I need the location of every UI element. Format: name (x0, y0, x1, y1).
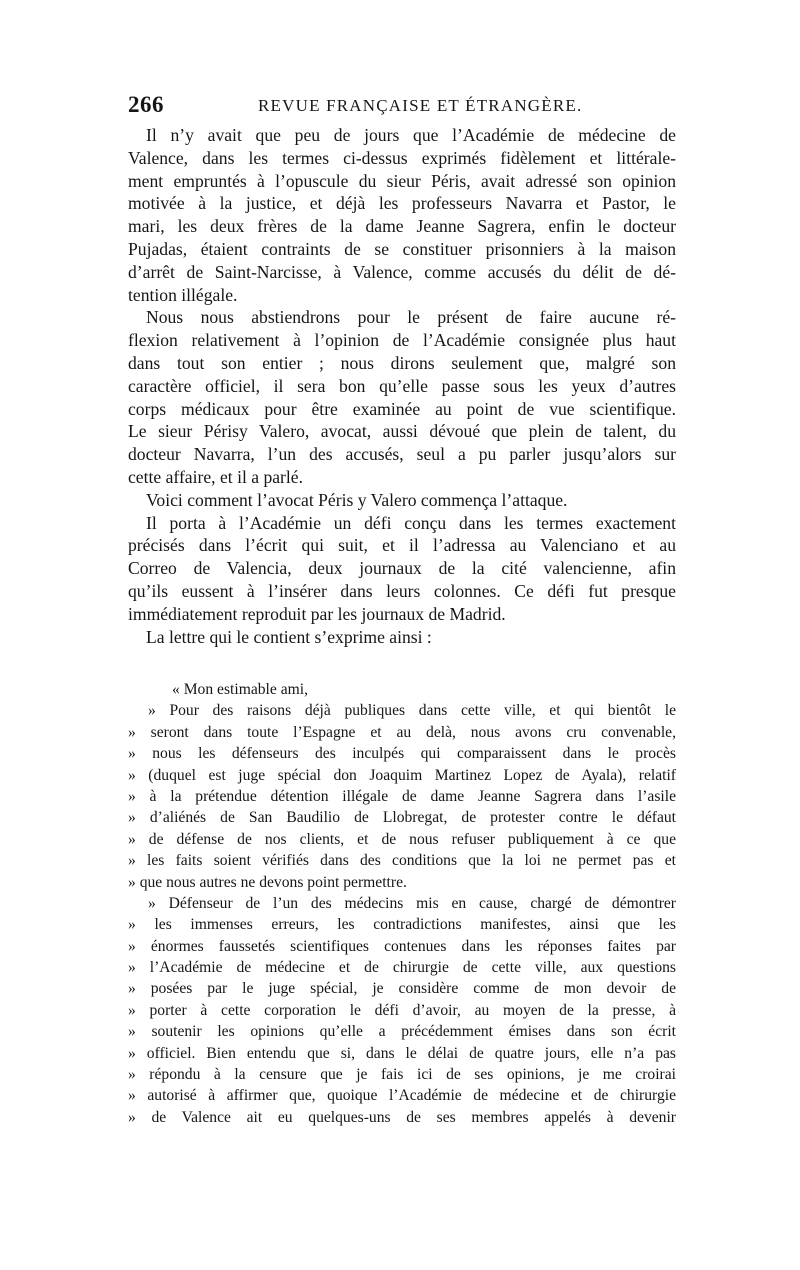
body-line: immédiatement reproduit par les journaux de Madrid. (128, 603, 506, 624)
quote-line: » à la prétendue détention illégale de dame Jeanne Sagrera dans l’asile (128, 787, 676, 805)
page-number: 266 (128, 92, 164, 117)
quote-line: » Pour des raisons déjà publiques dans cette ville, et qui bientôt le (148, 702, 676, 720)
body-line: motivée à la justice, et déjà les professeurs Navarra et Pastor, le (128, 193, 676, 214)
quote-line: » (duquel est juge spécial don Joaquim Martinez Lopez de Ayala), relatif (128, 766, 676, 784)
quote-line: » seront dans toute l’Espagne et au delà, nous avons cru convenable, (128, 723, 676, 741)
body-text (128, 124, 676, 648)
body-line: Le sieur Périsy Valero, avocat, aussi dévoué que plein de talent, du (128, 421, 676, 442)
body-line: Nous nous abstiendrons pour le présent de faire aucune ré- (146, 307, 676, 328)
body-line: qu’ils eussent à l’insérer dans leurs colonnes. Ce défi fut presque (128, 580, 676, 601)
body-line: Il n’y avait que peu de jours que l’Académie de médecine de (146, 125, 676, 145)
quoted-letter (128, 679, 676, 1128)
body-line: tention illégale. (128, 284, 238, 305)
body-line: ment empruntés à l’opuscule du sieur Péris, avait adressé son opinion (128, 170, 676, 191)
quote-line: » l’Académie de médecine et de chirurgie de cette ville, aux questions (128, 959, 676, 977)
body-line: Valence, dans les termes ci-dessus exprimés fidèlement et littérale- (128, 147, 676, 168)
running-head: REVUE FRANÇAISE ET ÉTRANGÈRE. (258, 96, 583, 115)
quote-line: » posées par le juge spécial, je considère comme de mon devoir de (128, 980, 676, 998)
body-line: corps médicaux pour être examinée au point de vue scientifique. (128, 398, 676, 419)
body-line: Voici comment l’avocat Péris y Valero commença l’attaque. (146, 489, 568, 510)
body-line: d’arrêt de Saint-Narcisse, à Valence, comme accusés du délit de dé- (128, 261, 676, 282)
page-header (128, 92, 676, 122)
quote-line: » soutenir les opinions qu’elle a précédemment émises dans son écrit (128, 1023, 676, 1041)
quote-line: » porter à cette corporation le défi d’avoir, au moyen de la presse, à (128, 1001, 676, 1019)
quote-line: » Défenseur de l’un des médecins mis en cause, chargé de démontrer (148, 894, 676, 912)
body-line: flexion relativement à l’opinion de l’Académie consignée plus haut (128, 330, 676, 351)
body-line: cette affaire, et il a parlé. (128, 466, 304, 487)
quote-line: « Mon estimable ami, (172, 681, 308, 698)
body-line: Il porta à l’Académie un défi conçu dans les termes exactement (146, 512, 676, 533)
quote-line: » de défense de nos clients, et de nous refuser publiquement à ce que (128, 830, 676, 848)
body-line: docteur Navarra, l’un des accusés, seul a pu parler jusqu’alors sur (128, 444, 676, 465)
quote-line: » les faits soient vérifiés dans des conditions que la loi ne permet pas et (128, 852, 676, 870)
quote-line: » d’aliénés de San Baudilio de Llobregat, de protester contre le défaut (128, 809, 676, 827)
quote-line: » répondu à la censure que je fais ici de ses opinions, je me croirai (128, 1066, 676, 1084)
body-line: Pujadas, étaient contraints de se constituer prisonniers à la maison (128, 238, 676, 259)
quote-line: » nous les défenseurs des inculpés qui comparaissent dans le procès (128, 745, 676, 763)
quote-line: » officiel. Bien entendu que si, dans le délai de quatre jours, elle n’a pas (128, 1044, 676, 1062)
quote-line: » énormes faussetés scientifiques contenues dans les réponses faites par (128, 937, 676, 955)
quote-line: » que nous autres ne devons point permettre. (128, 873, 407, 891)
body-line: dans tout son entier ; nous dirons seulement que, malgré son (128, 352, 676, 373)
body-line: La lettre qui le contient s’exprime ainsi : (146, 626, 432, 647)
body-line: précisés dans l’écrit qui suit, et il l’adressa au Valenciano et au (128, 535, 676, 556)
quote-line: » de Valence ait eu quelques-uns de ses membres appelés à devenir (128, 1108, 676, 1126)
quote-line: » les immenses erreurs, les contradictions manifestes, ainsi que les (128, 916, 676, 934)
quote-line: » autorisé à affirmer que, quoique l’Académie de médecine et de chirurgie (128, 1087, 676, 1105)
body-line: caractère officiel, il sera bon qu’elle passe sous les yeux d’autres (128, 375, 676, 396)
body-line: Correo de Valencia, deux journaux de la cité valencienne, afin (128, 558, 676, 579)
body-line: mari, les deux frères de la dame Jeanne Sagrera, enfin le docteur (128, 216, 676, 237)
